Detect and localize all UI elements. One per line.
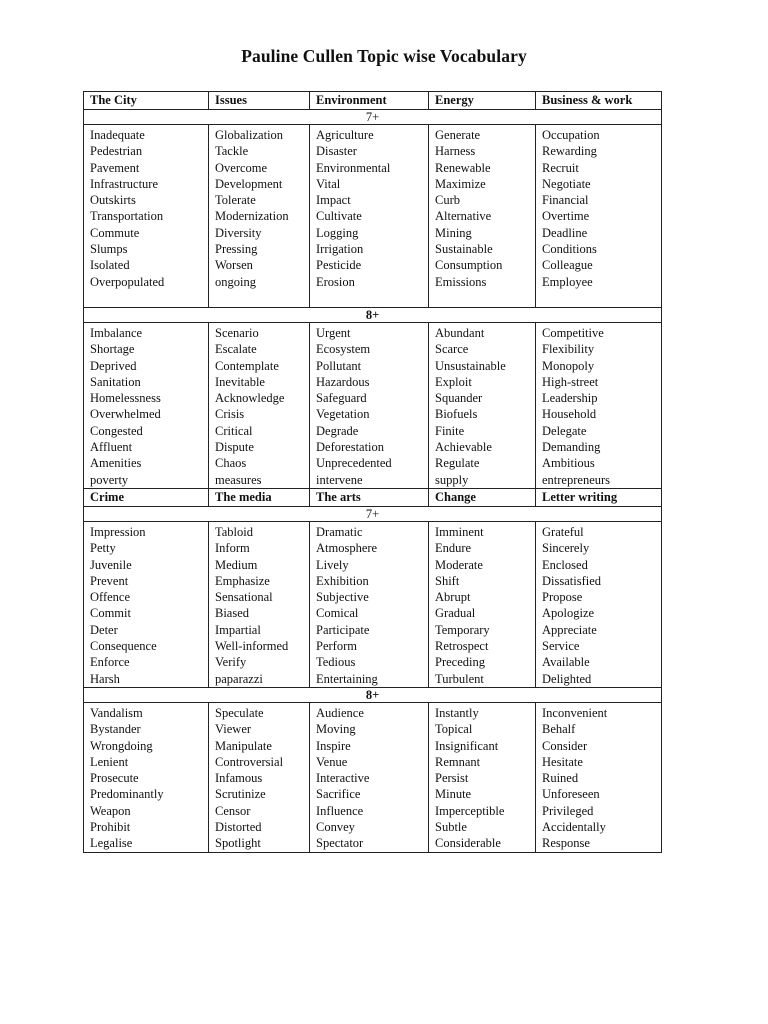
word-list-cell [209, 125, 310, 308]
vocab-word: Recruit [542, 160, 579, 175]
vocab-word: Grateful [542, 524, 584, 539]
vocab-word: measures [215, 472, 262, 487]
vocab-word: Deprived [90, 358, 137, 373]
vocab-word: Overpopulated [90, 274, 165, 289]
vocab-word: Transportation [90, 209, 164, 224]
vocab-word: Deadline [542, 225, 588, 240]
word-list-cell [84, 702, 209, 852]
vocab-word: poverty [90, 472, 129, 487]
vocab-word: Impact [316, 193, 351, 208]
vocab-word: Accidentally [542, 820, 606, 835]
vocab-word: Deter [90, 622, 118, 637]
vocab-word: Retrospect [435, 639, 489, 654]
vocab-word: Rewarding [542, 144, 597, 159]
vocab-word: Dramatic [316, 524, 363, 539]
vocab-word: Logging [316, 225, 359, 240]
vocab-word: Sustainable [435, 242, 493, 257]
topic-header-cell: Energy [429, 92, 536, 110]
vocab-word: Flexibility [542, 342, 595, 357]
vocab-word: Colleague [542, 258, 593, 273]
vocab-word: Spotlight [215, 836, 261, 851]
topic-header-cell: Business & work [536, 92, 662, 110]
vocab-word: Household [542, 407, 597, 422]
vocab-word: Perform [316, 639, 357, 654]
vocab-word: Predominantly [90, 787, 164, 802]
vocab-word: Moderate [435, 557, 483, 572]
vocab-word: Comical [316, 606, 359, 621]
vocab-word: Acknowledge [215, 391, 285, 406]
vocab-word: Sincerely [542, 541, 590, 556]
vocab-word: Emissions [435, 274, 487, 289]
vocab-word: Minute [435, 787, 472, 802]
vocab-word: Squander [435, 391, 483, 406]
vocab-word: Harsh [90, 671, 120, 686]
vocab-word: Generate [435, 128, 481, 142]
vocab-word: Chaos [215, 456, 247, 471]
vocab-word: Inadequate [90, 128, 145, 142]
vocab-word: Unprecedented [316, 456, 392, 471]
vocab-word: Behalf [542, 722, 576, 737]
vocab-word: Abrupt [435, 590, 471, 605]
vocab-word: Pedestrian [90, 144, 143, 159]
vocab-word: Overcome [215, 160, 268, 175]
vocab-word: Scenario [215, 326, 259, 340]
vocab-word: Emphasize [215, 573, 270, 588]
vocab-word: Crisis [215, 407, 245, 422]
vocab-word: Interactive [316, 771, 370, 786]
vocab-word: Consequence [90, 639, 157, 654]
vocab-word: Lenient [90, 754, 129, 769]
vocab-word: Leadership [542, 391, 598, 406]
vocab-word: Demanding [542, 440, 601, 455]
vocab-word: Censor [215, 803, 251, 818]
vocab-word: Pressing [215, 242, 258, 257]
vocab-word: Development [215, 176, 283, 191]
vocab-word: Diversity [215, 225, 262, 240]
vocab-word: Exhibition [316, 573, 369, 588]
vocab-word: Unforeseen [542, 787, 600, 802]
vocab-word: Consumption [435, 258, 503, 273]
vocab-word: Maximize [435, 176, 486, 191]
vocab-word: Alternative [435, 209, 492, 224]
word-list-cell [310, 521, 429, 687]
vocab-word: Service [542, 639, 580, 654]
vocab-word: Achievable [435, 440, 492, 455]
word-list-cell [536, 323, 662, 489]
word-list-cell [429, 702, 536, 852]
vocab-word: Subtle [435, 820, 467, 835]
vocab-word: Overtime [542, 209, 590, 224]
vocab-word: paparazzi [215, 671, 263, 686]
vocab-word: Enforce [90, 655, 130, 670]
topic-header-cell: Environment [310, 92, 429, 110]
document-title: Pauline Cullen Topic wise Vocabulary [241, 46, 527, 66]
vocab-word: Outskirts [90, 193, 136, 208]
vocab-word: Offence [90, 590, 131, 605]
word-list-cell [310, 323, 429, 489]
topic-header-cell: The arts [310, 488, 429, 506]
vocab-word: Dispute [215, 440, 254, 455]
vocab-word: Inspire [316, 738, 351, 753]
vocab-word: Critical [215, 423, 253, 438]
vocab-word: Sacrifice [316, 787, 361, 802]
vocab-word: Prohibit [90, 820, 131, 835]
vocab-word: Cultivate [316, 209, 362, 224]
vocab-word: Enclosed [542, 557, 588, 572]
topic-header-cell: The City [84, 92, 209, 110]
vocab-word: Mining [435, 225, 472, 240]
vocab-word: Monopoly [542, 358, 595, 373]
vocab-word: Exploit [435, 374, 472, 389]
vocab-word: Scrutinize [215, 787, 266, 802]
topic-header-row [84, 488, 662, 506]
vocab-word: Globalization [215, 128, 284, 142]
vocab-word: Bystander [90, 722, 141, 737]
vocab-word: Safeguard [316, 391, 367, 406]
vocab-word: Moving [316, 722, 356, 737]
vocabulary-table [83, 91, 662, 853]
vocab-word: Endure [435, 541, 472, 556]
vocab-word: Speculate [215, 705, 264, 720]
vocab-word: Financial [542, 193, 589, 208]
vocab-word: Privileged [542, 803, 594, 818]
vocab-word: Inform [215, 541, 250, 556]
vocab-word: Pesticide [316, 258, 362, 273]
vocab-word: Entertaining [316, 671, 378, 686]
vocab-word: Ruined [542, 771, 579, 786]
vocab-word: Prevent [90, 573, 129, 588]
vocab-word: Shift [435, 573, 460, 588]
word-list-cell [310, 125, 429, 308]
vocab-word: Regulate [435, 456, 480, 471]
vocab-word: Verify [215, 655, 247, 670]
word-list-cell [429, 521, 536, 687]
vocab-word: Topical [435, 722, 473, 737]
vocab-word: Temporary [435, 622, 490, 637]
vocab-word: Imminent [435, 524, 484, 539]
vocab-word: Shortage [90, 342, 135, 357]
topic-header-cell: Issues [209, 92, 310, 110]
vocab-word: Competitive [542, 326, 604, 340]
vocab-word: Apologize [542, 606, 595, 621]
vocab-word: Distorted [215, 820, 262, 835]
vocab-word: Irrigation [316, 242, 364, 257]
vocab-word: Overwhelmed [90, 407, 161, 422]
word-list-cell [84, 125, 209, 308]
word-list-cell [209, 323, 310, 489]
vocab-word: Sensational [215, 590, 273, 605]
level-label: 8+ [84, 687, 662, 702]
word-row [84, 521, 662, 687]
vocab-word: High-street [542, 374, 599, 389]
vocab-word: Ambitious [542, 456, 595, 471]
vocab-word: Considerable [435, 836, 501, 851]
word-list-cell [84, 521, 209, 687]
vocab-word: Subjective [316, 590, 369, 605]
vocab-word: Delegate [542, 423, 587, 438]
vocab-word: Lively [316, 557, 349, 572]
vocab-word: Convey [316, 820, 355, 835]
vocab-word: Remnant [435, 754, 481, 769]
vocab-word: Commit [90, 606, 131, 621]
vocab-word: entrepreneurs [542, 472, 611, 487]
vocab-word: Modernization [215, 209, 289, 224]
vocab-word: Deforestation [316, 440, 385, 455]
vocab-word: Curb [435, 193, 460, 208]
vocab-word: Legalise [90, 836, 133, 851]
word-list-cell [429, 323, 536, 489]
topic-header-cell: The media [209, 488, 310, 506]
vocab-word: Isolated [90, 258, 130, 273]
vocab-word: Affluent [90, 440, 133, 455]
level-row [84, 308, 662, 323]
vocab-word: Scarce [435, 342, 469, 357]
vocab-word: Wrongdoing [90, 738, 153, 753]
vocab-word: Biased [215, 606, 250, 621]
vocab-word: Hesitate [542, 754, 583, 769]
vocab-word: Harness [435, 144, 476, 159]
vocab-word: Pavement [90, 160, 140, 175]
vocab-word: Congested [90, 423, 143, 438]
vocab-word: Prosecute [90, 771, 139, 786]
vocab-word: Biofuels [435, 407, 478, 422]
topic-header-row [84, 92, 662, 110]
vocab-word: Renewable [435, 160, 491, 175]
vocab-word: Homelessness [90, 391, 161, 406]
vocab-word: Urgent [316, 326, 351, 340]
vocab-word: Weapon [90, 803, 131, 818]
vocab-word: Commute [90, 225, 140, 240]
vocab-word: Environmental [316, 160, 391, 175]
level-row [84, 110, 662, 125]
vocab-word: Preceding [435, 655, 485, 670]
vocab-word: Delighted [542, 671, 592, 686]
vocab-word: Occupation [542, 128, 600, 142]
vocab-word: Agriculture [316, 128, 374, 142]
vocab-word: Impression [90, 524, 146, 539]
word-row [84, 125, 662, 308]
vocab-word: Negotiate [542, 176, 591, 191]
vocab-word: Manipulate [215, 738, 272, 753]
vocab-word: Ecosystem [316, 342, 371, 357]
vocab-word: Tackle [215, 144, 249, 159]
vocab-word: Persist [435, 771, 469, 786]
vocab-word: Petty [90, 541, 116, 556]
vocab-word: Inevitable [215, 374, 265, 389]
vocab-word: Controversial [215, 754, 284, 769]
word-list-cell [209, 702, 310, 852]
vocab-word: Propose [542, 590, 583, 605]
vocab-word: Tedious [316, 655, 356, 670]
vocab-word: intervene [316, 472, 363, 487]
vocab-word: Tolerate [215, 193, 256, 208]
word-row [84, 323, 662, 489]
vocab-word: Vegetation [316, 407, 370, 422]
vocab-word: Insignificant [435, 738, 499, 753]
vocab-word: Escalate [215, 342, 257, 357]
vocab-word: ongoing [215, 274, 256, 289]
vocab-word: Contemplate [215, 358, 279, 373]
vocab-word: Imbalance [90, 326, 143, 340]
vocab-word: supply [435, 472, 469, 487]
word-list-cell [84, 323, 209, 489]
vocab-word: Degrade [316, 423, 359, 438]
level-label: 7+ [84, 506, 662, 521]
vocab-word: Vital [316, 176, 341, 191]
vocab-word: Turbulent [435, 671, 484, 686]
word-list-cell [429, 125, 536, 308]
vocab-word: Employee [542, 274, 593, 289]
level-label: 7+ [84, 110, 662, 125]
level-row [84, 506, 662, 521]
vocab-word: Vandalism [90, 705, 143, 720]
word-list-cell [536, 521, 662, 687]
word-row [84, 702, 662, 852]
vocab-word: Atmosphere [316, 541, 378, 556]
vocab-word: Appreciate [542, 622, 597, 637]
vocab-word: Juvenile [90, 557, 132, 572]
vocab-word: Viewer [215, 722, 252, 737]
vocab-word: Pollutant [316, 358, 362, 373]
vocab-word: Dissatisfied [542, 573, 602, 588]
vocab-word: Sanitation [90, 374, 141, 389]
level-label: 8+ [84, 308, 662, 323]
vocab-word: Instantly [435, 705, 479, 720]
vocab-word: Audience [316, 705, 364, 720]
vocab-word: Slumps [90, 242, 128, 257]
vocab-word: Imperceptible [435, 803, 505, 818]
vocab-word: Available [542, 655, 590, 670]
vocab-word: Medium [215, 557, 258, 572]
word-list-cell [536, 125, 662, 308]
topic-header-cell: Crime [84, 488, 209, 506]
vocab-word: Inconvenient [542, 705, 608, 720]
vocab-word: Response [542, 836, 590, 851]
vocab-word: Erosion [316, 274, 355, 289]
vocab-word: Abundant [435, 326, 485, 340]
word-list-cell [536, 702, 662, 852]
vocab-word: Finite [435, 423, 465, 438]
topic-header-cell: Letter writing [536, 488, 662, 506]
vocab-word: Infamous [215, 771, 263, 786]
vocab-word: Tabloid [215, 524, 254, 539]
vocab-word: Venue [316, 754, 348, 769]
vocab-word: Worsen [215, 258, 253, 273]
vocab-word: Impartial [215, 622, 261, 637]
vocab-word: Conditions [542, 242, 597, 257]
word-list-cell [209, 521, 310, 687]
vocab-word: Disaster [316, 144, 357, 159]
vocab-word: Hazardous [316, 374, 370, 389]
vocab-word: Consider [542, 738, 588, 753]
topic-header-cell: Change [429, 488, 536, 506]
vocab-word: Gradual [435, 606, 476, 621]
vocab-word: Participate [316, 622, 370, 637]
vocab-word: Infrastructure [90, 176, 159, 191]
vocab-word: Well-informed [215, 639, 289, 654]
level-row [84, 687, 662, 702]
vocab-word: Influence [316, 803, 364, 818]
word-list-cell [310, 702, 429, 852]
vocab-word: Spectator [316, 836, 364, 851]
vocab-word: Amenities [90, 456, 142, 471]
vocab-word: Unsustainable [435, 358, 506, 373]
